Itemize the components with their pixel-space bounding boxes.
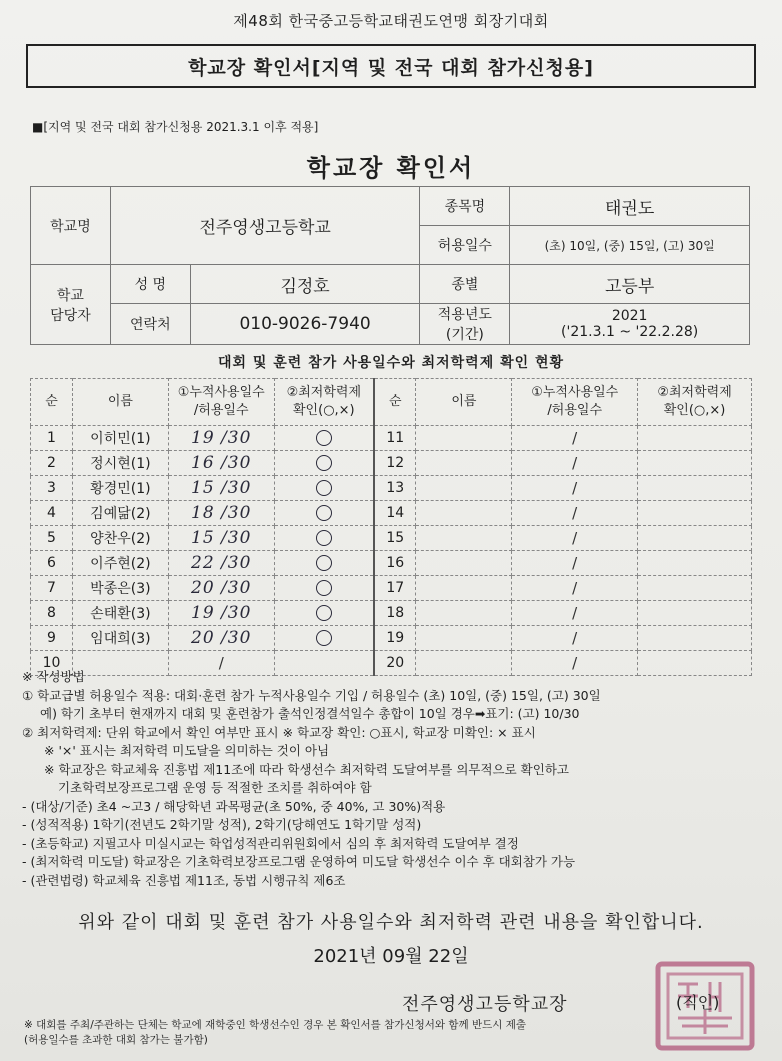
student-name <box>416 476 512 501</box>
row-no: 17 <box>374 576 416 601</box>
cumulative-days: / <box>512 576 638 601</box>
instr-line: - (최저학력 미도달) 학교장은 기초학력보장프로그램 운영하여 미도달 학생선수 이수 후 대회참가 가능 <box>22 854 576 869</box>
instr-heading: ※ 작성방법 <box>22 669 85 684</box>
col-check-right-line2: 확인(○,×) <box>663 403 726 418</box>
cumulative-days: 18 /30 <box>168 501 274 526</box>
row-no: 19 <box>374 626 416 651</box>
division-label: 종별 <box>420 265 510 304</box>
student-name: 정시현(1) <box>72 451 168 476</box>
row-no: 2 <box>31 451 73 476</box>
achievement-check <box>274 626 374 651</box>
row-no: 6 <box>31 551 73 576</box>
achievement-check <box>638 626 752 651</box>
table-row <box>31 601 752 626</box>
seal-label: (직인) <box>676 993 720 1012</box>
principal-name: 전주영생고등학교장 <box>402 994 568 1015</box>
footer-line2: (허용일수를 초과한 대회 참가는 불가함) <box>24 1034 208 1046</box>
row-no: 1 <box>31 426 73 451</box>
record-section-title: 대회 및 훈련 참가 사용일수와 최저학력제 확인 현황 <box>217 355 565 371</box>
col-check-left <box>274 379 374 426</box>
circle-mark-icon <box>316 630 332 646</box>
student-name <box>416 426 512 451</box>
achievement-check <box>274 551 374 576</box>
allowed-days-label: 허용일수 <box>420 226 510 265</box>
student-name <box>416 451 512 476</box>
cumulative-days: / <box>168 651 274 676</box>
table-row <box>31 576 752 601</box>
cumulative-days: 20 /30 <box>168 626 274 651</box>
contact-label: 연락처 <box>110 304 190 345</box>
achievement-check <box>274 476 374 501</box>
student-name <box>416 501 512 526</box>
event-title: 제48회 한국중고등학교태권도연맹 회장기대회 <box>233 12 549 30</box>
table-row <box>31 451 752 476</box>
instr-line: ② 최저학력제: 단위 학교에서 확인 여부만 표시 ※ 학교장 확인: ○표시, 학교장 미확인: × 표시 <box>22 724 536 740</box>
cumulative-days: 15 /30 <box>168 526 274 551</box>
cumulative-days: 15 /30 <box>168 476 274 501</box>
cumulative-days: 19 /30 <box>168 601 274 626</box>
year-value-line1: 2021 <box>611 308 648 324</box>
circle-mark-icon <box>316 505 332 521</box>
cumulative-days: / <box>512 651 638 676</box>
instr-line: 기초학력보장프로그램 운영 등 적절한 조치를 취하여야 함 <box>58 780 372 795</box>
instr-line: - (대상/기준) 초4 ~고3 / 해당학년 과목평균(초 50%, 중 40%, 고 30%)적용 <box>22 798 446 814</box>
year-label <box>420 304 510 345</box>
achievement-check <box>638 476 752 501</box>
student-name: 임대희(3) <box>72 626 168 651</box>
student-name: 이히민(1) <box>72 426 168 451</box>
table-row <box>31 426 752 451</box>
row-no: 16 <box>374 551 416 576</box>
cumulative-days: / <box>512 601 638 626</box>
achievement-check <box>638 451 752 476</box>
row-no: 8 <box>31 601 73 626</box>
cumulative-days: 22 /30 <box>168 551 274 576</box>
circle-mark-icon <box>316 455 332 471</box>
col-check-right-line1: ②최저학력제 <box>657 385 732 400</box>
table-row <box>31 551 752 576</box>
row-no: 14 <box>374 501 416 526</box>
row-no: 12 <box>374 451 416 476</box>
staff-name-value: 김정호 <box>190 265 420 304</box>
school-name-value: 전주영생고등학교 <box>110 187 420 265</box>
student-name: 손태환(3) <box>72 601 168 626</box>
student-name <box>416 551 512 576</box>
col-name-right: 이름 <box>416 379 512 426</box>
event-label: 종목명 <box>420 187 510 226</box>
instr-line: - (초등학교) 지필고사 미실시교는 학업성적관리위원회에서 심의 후 최저학력 도달여부 결정 <box>22 835 519 851</box>
table-row <box>31 526 752 551</box>
student-name: 박종은(3) <box>72 576 168 601</box>
instr-line: 예) 학기 초부터 현재까지 대회 및 훈련참가 출석인정결석일수 총합이 10일 경우➡표기: (고) 10/30 <box>40 706 580 721</box>
instr-line: ※ 학교장은 학교체육 진흥법 제11조에 따라 학생선수 최저학력 도달여부를 의무적으로 확인하고 <box>44 761 569 777</box>
col-check-left-line2: 확인(○,×) <box>293 403 355 418</box>
instr-line: - (성적적용) 1학기(전년도 2학기말 성적), 2학기(당해연도 1학기말 성적) <box>22 817 422 832</box>
student-name <box>416 601 512 626</box>
row-no: 5 <box>31 526 73 551</box>
division-value: 고등부 <box>510 265 750 304</box>
cumulative-days: 16 /30 <box>168 451 274 476</box>
form-title-box: 학교장 확인서[지역 및 전국 대회 참가신청용] <box>26 44 756 88</box>
row-no: 13 <box>374 476 416 501</box>
student-name <box>416 526 512 551</box>
achievement-check <box>638 501 752 526</box>
confirm-statement: 위와 같이 대회 및 훈련 참가 사용일수와 최저학력 관련 내용을 확인합니다. <box>78 912 704 933</box>
row-no: 4 <box>31 501 73 526</box>
row-no: 9 <box>31 626 73 651</box>
instructions <box>22 668 762 890</box>
achievement-check <box>274 576 374 601</box>
allowed-days-value: (초) 10일, (중) 15일, (고) 30일 <box>510 226 750 265</box>
year-value-line2: ('21.3.1 ~ '22.2.28) <box>561 324 699 340</box>
achievement-check <box>274 501 374 526</box>
apply-note: ■[지역 및 전국 대회 참가신청용 2021.3.1 이후 적용] <box>32 120 319 134</box>
issue-date: 2021년 09월 22일 <box>313 946 469 967</box>
achievement-check <box>274 526 374 551</box>
staff-label-line1: 학교 <box>56 287 84 304</box>
footer-note <box>24 1018 724 1048</box>
row-no: 20 <box>374 651 416 676</box>
staff-name-label: 성 명 <box>110 265 190 304</box>
row-no: 18 <box>374 601 416 626</box>
circle-mark-icon <box>316 555 332 571</box>
col-name-left: 이름 <box>72 379 168 426</box>
cumulative-days: / <box>512 551 638 576</box>
achievement-check <box>274 451 374 476</box>
col-check-left-line1: ②최저학력제 <box>286 385 362 400</box>
footer-line1: ※ 대회를 주최/주관하는 단체는 학교에 재학중인 학생선수인 경우 본 확인서를 참가신청서와 함께 반드시 제출 <box>24 1019 527 1031</box>
achievement-check <box>638 526 752 551</box>
cumulative-days: 19 /30 <box>168 426 274 451</box>
document-title: 학교장 확인서 <box>306 154 476 182</box>
col-no-left: 순 <box>31 379 73 426</box>
student-name <box>416 626 512 651</box>
cumulative-days: / <box>512 501 638 526</box>
row-no: 7 <box>31 576 73 601</box>
year-label-line2: (기간) <box>445 327 484 343</box>
cumulative-days: 20 /30 <box>168 576 274 601</box>
col-days-left <box>168 379 274 426</box>
student-name: 이주현(2) <box>72 551 168 576</box>
record-table <box>30 378 752 676</box>
year-label-line1: 적용년도 <box>437 307 492 323</box>
achievement-check <box>274 426 374 451</box>
school-info-table <box>30 186 750 345</box>
cumulative-days: / <box>512 526 638 551</box>
achievement-check <box>638 426 752 451</box>
staff-label <box>31 265 111 345</box>
instr-line: ① 학교급별 허용일수 적용: 대회·훈련 참가 누적사용일수 기입 / 허용일수 (초) 10일, (중) 15일, (고) 30일 <box>22 687 601 703</box>
instr-line: - (관련법령) 학교체육 진흥법 제11조, 동법 시행규칙 제6조 <box>22 872 346 888</box>
year-value <box>510 304 750 345</box>
school-name-label: 학교명 <box>31 187 111 265</box>
cumulative-days: / <box>512 426 638 451</box>
circle-mark-icon <box>316 430 332 446</box>
row-no: 10 <box>31 651 73 676</box>
student-name: 김예닮(2) <box>72 501 168 526</box>
col-days-right-line1: ①누적사용일수 <box>531 385 619 400</box>
table-row <box>31 476 752 501</box>
cumulative-days: / <box>512 626 638 651</box>
col-no-right: 순 <box>374 379 416 426</box>
col-days-left-line2: /허용일수 <box>193 403 249 418</box>
table-row <box>31 501 752 526</box>
achievement-check <box>274 601 374 626</box>
cumulative-days: / <box>512 476 638 501</box>
circle-mark-icon <box>316 605 332 621</box>
col-days-left-line1: ①누적사용일수 <box>177 385 265 400</box>
circle-mark-icon <box>316 480 332 496</box>
row-no: 11 <box>374 426 416 451</box>
contact-value: 010-9026-7940 <box>190 304 420 345</box>
student-name <box>416 576 512 601</box>
achievement-check <box>638 601 752 626</box>
cumulative-days: / <box>512 451 638 476</box>
row-no: 3 <box>31 476 73 501</box>
circle-mark-icon <box>316 530 332 546</box>
circle-mark-icon <box>316 580 332 596</box>
event-value: 태권도 <box>510 187 750 226</box>
instr-line: ※ '×' 표시는 최저학력 미도달을 의미하는 것이 아님 <box>44 743 330 758</box>
achievement-check <box>638 551 752 576</box>
student-name: 양찬우(2) <box>72 526 168 551</box>
col-days-right-line2: /허용일수 <box>547 403 603 418</box>
achievement-check <box>638 576 752 601</box>
row-no: 15 <box>374 526 416 551</box>
table-row <box>31 626 752 651</box>
col-days-right <box>512 379 638 426</box>
col-check-right <box>638 379 752 426</box>
student-name: 황경민(1) <box>72 476 168 501</box>
staff-label-line2: 담당자 <box>50 307 91 324</box>
